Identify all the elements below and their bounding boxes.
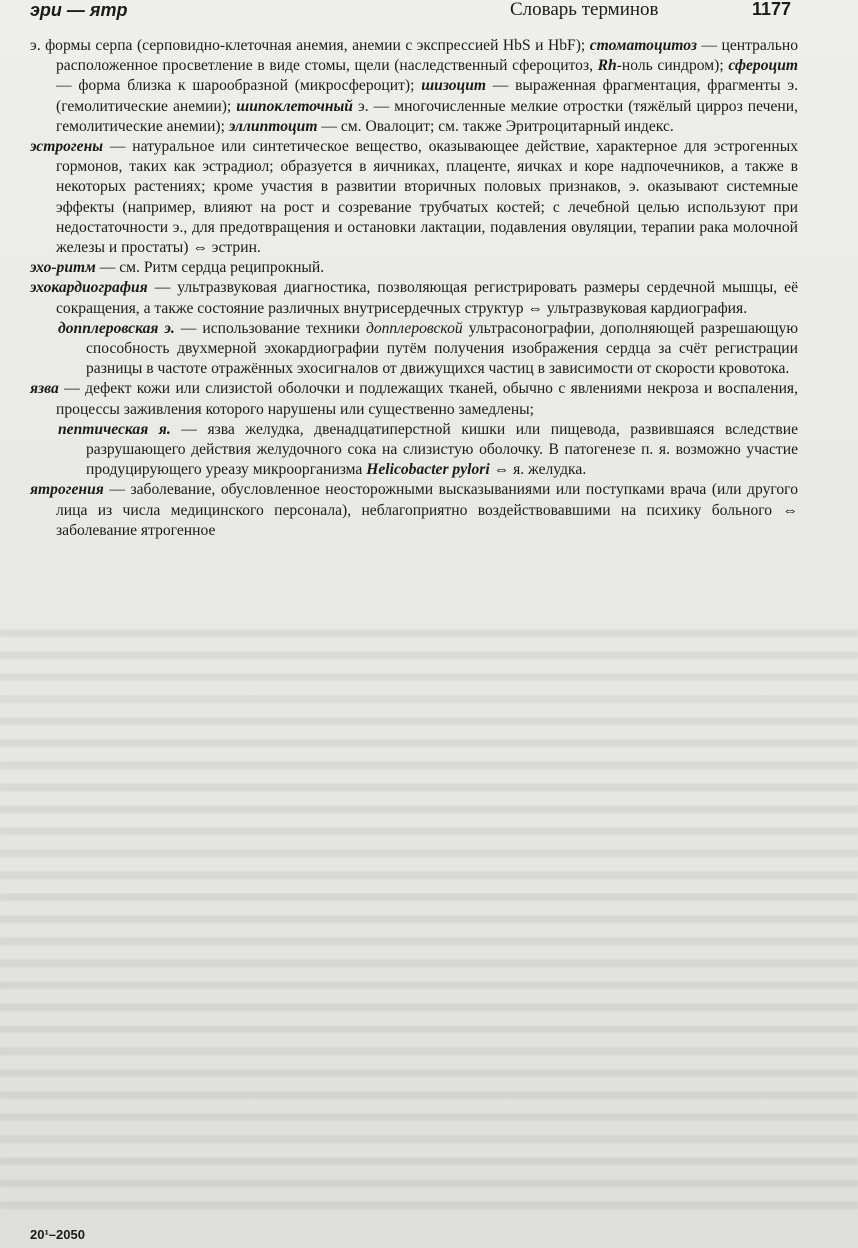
headword: язва bbox=[30, 380, 59, 398]
entry-yatrogeniya bbox=[30, 480, 798, 541]
term: шипоклеточный bbox=[236, 97, 353, 115]
headword: ятрогения bbox=[30, 481, 104, 499]
show-through-text bbox=[0, 620, 858, 1220]
headword: эхокардиография bbox=[30, 279, 148, 297]
term: стоматоцитоз bbox=[589, 37, 697, 54]
subentry-dopplerovskaya: допплеровская э. — использование техники допплеровской ультрасонографии, дополняющей разрешающую способность двухмерной эхокардиографии путём получения изображения сердца за счёт регистрации разницы в частоте отражённых эхосигналов от движущихся частиц в зависимости от скорости кровотока. bbox=[58, 319, 799, 378]
entry-estrogeny bbox=[30, 137, 798, 258]
header-entry-range: эри — ятр bbox=[30, 0, 128, 20]
definition: — ультразвуковая диагностика, позволяющая регистрировать размеры сердечной мышцы, её сокращения, а также состояние различных внутрисердечных структур ⇔ ультразвуковая кардиография. bbox=[56, 279, 798, 317]
definition: — заболевание, обусловленное неосторожными высказываниями или поступками врача (или другого лица из числа медицинского персонала), неблагоприятно воздействовавшими на психику больного ⇔ заболевание ятрогенное bbox=[56, 481, 798, 539]
entry-continuation: э. формы серпа (серповидно-клеточная анемия, анемии с экспрессией HbS и HbF); стоматоцитоз — центрально расположенное просветление в виде стомы, щели (наследственный сфероцитоз, Rh-ноль синдром); сфероцит — форма близка к шарообразной (микросфероцит); шизоцит — выраженная фрагментация, фрагменты э. (гемолитические анемии); шипоклеточный э. — многочисленные мелкие отростки (тяжёлый цирроз печени, гемолитические анемии); эллиптоцит — см. Овалоцит; см. также Эритроцитарный индекс. bbox=[30, 37, 798, 135]
subheadword: допплеровская э. bbox=[58, 319, 175, 337]
dictionary-body bbox=[30, 36, 798, 541]
entry-yazva bbox=[30, 379, 798, 419]
definition: — дефект кожи или слизистой оболочки и подлежащих тканей, обычно с явлениями некроза и воспаления, процессы заживления которого нарушены или существенно замедлены; bbox=[56, 380, 798, 418]
term: Rh bbox=[597, 57, 617, 75]
definition: — см. Ритм сердца реципрокный. bbox=[95, 259, 325, 277]
headword: эхо-ритм bbox=[30, 259, 96, 277]
term: эллиптоцит bbox=[228, 117, 318, 135]
header-title: Словарь терминов bbox=[510, 0, 659, 20]
running-header bbox=[0, 0, 858, 26]
subentry-pepticheskaya: пептическая я. — язва желудка, двенадцатиперстной кишки или пищевода, развившаяся вследствие разрушающего действия желудочного сока на слизистую оболочку. В патогенезе п. я. возможно участие продуцирующего уреазу микроорганизма Helicobacter pylori ⇔ я. желудка. bbox=[58, 420, 798, 479]
page-number: 1177 bbox=[752, 0, 792, 19]
entry-ekhokardiografiya bbox=[30, 278, 798, 318]
subheadword: пептическая я. bbox=[58, 420, 171, 438]
headword: эстрогены bbox=[30, 138, 104, 156]
term: сфероцит bbox=[728, 57, 798, 75]
term: шизоцит bbox=[421, 77, 486, 95]
signature-mark: 20¹–2050 bbox=[30, 1227, 85, 1242]
definition: — натуральное или синтетическое вещество, оказывающее действие, характерное для эстрогенных гормонов, таких как эстрадиол; образуется в яичниках, плаценте, яичках и коре надпочечников, а также в некоторых растениях; кроме участия в развитии вторичных половых признаков, э. оказывают системные эффекты (например, влияют на рост и созревание трубчатых костей; с лечебной целью используют при недостаточности э., для предотвращения и остановки лактации, подавления овуляции, терапии рака молочной железы и простаты) ⇔ эстрин. bbox=[56, 138, 798, 257]
entry-ekho-ritm bbox=[30, 258, 798, 278]
